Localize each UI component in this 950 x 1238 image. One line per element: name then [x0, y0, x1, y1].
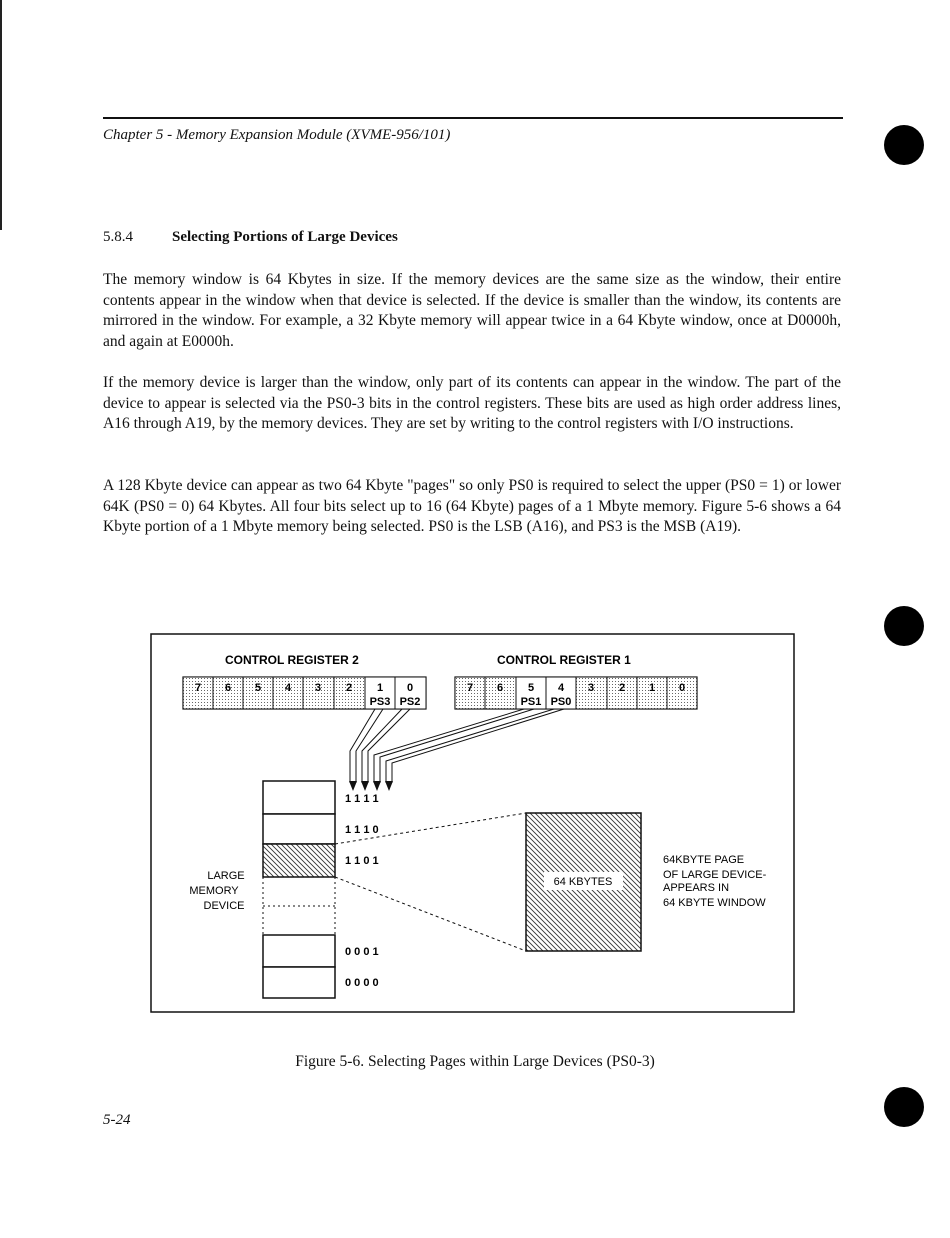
memory-block-page-1111	[263, 781, 335, 814]
page-value-1111: 1 1 1 1	[345, 793, 379, 805]
reg2-bit-7	[183, 677, 213, 709]
memory-block-page-0001	[263, 935, 335, 967]
memory-block-page-1101-selected	[263, 844, 335, 877]
reg1-bit-0-number: 0	[678, 682, 686, 694]
reg1-bit-6-number: 6	[496, 682, 504, 694]
ps-connector-lines	[350, 709, 564, 783]
register-1	[455, 677, 697, 709]
reg2-bit-1-number: 1	[376, 682, 384, 694]
reg2-bit-2	[334, 677, 365, 709]
figure-diagram	[150, 633, 795, 1013]
reg1-bit-6	[485, 677, 516, 709]
reg1-ps0-label: PS0	[550, 696, 572, 708]
section-heading	[103, 229, 398, 246]
reg1-ps1-label: PS1	[520, 696, 542, 708]
binder-hole-3	[884, 1087, 924, 1127]
register-1-title: CONTROL REGISTER 1	[497, 653, 631, 667]
reg2-bit-4-number: 4	[284, 682, 292, 694]
reg2-bit-3-number: 3	[314, 682, 322, 694]
page-note-line-1: 64KBYTE PAGE	[663, 854, 745, 866]
binder-hole-1	[884, 125, 924, 165]
register-2-title: CONTROL REGISTER 2	[225, 653, 359, 667]
reg1-bit-0	[667, 677, 697, 709]
paragraph-2: If the memory device is larger than the window, only part of its contents can appear in the window. The part of the device to appear is selected via the PS0-3 bits in the control registers. These bits are used as high order address lines, A16 through A19, by the memory devices. They are set by writing to the control registers with I/O instructions.	[103, 374, 841, 432]
reg1-bit-1	[637, 677, 667, 709]
reg1-bit-5-number: 5	[527, 682, 535, 694]
page-note-line-3: APPEARS IN	[663, 882, 730, 894]
paragraph-3: A 128 Kbyte device can appear as two 64 Kbyte "pages" so only PS0 is required to select the upper (PS0 = 1) or lower 64K (PS0 = 0) 64 Kbytes. All four bits select up to 16 (64 Kbyte) pages of a 1 Mbyte memory. Figure 5-6 shows a 64 Kbyte portion of a 1 Mbyte memory being selected. PS0 is the LSB (A16), and PS3 is the MSB (A19).	[103, 477, 841, 535]
paragraph-1: The memory window is 64 Kbytes in size. If the memory devices are the same size as the window, their entire contents appear in the window when that device is selected. If the device is smaller than the window, its contents are mirrored in the window. For example, a 32 Kbyte memory will appear twice in a 64 Kbyte window, once at D0000h, and again at E0000h.	[103, 271, 841, 350]
device-label-line-1: LARGE	[207, 870, 245, 882]
reg2-ps3-label: PS3	[369, 696, 391, 708]
page-number: 5-24	[103, 1112, 131, 1128]
reg2-bit-6-number: 6	[224, 682, 232, 694]
reg1-bit-5	[516, 677, 546, 709]
figure-caption: Figure 5-6. Selecting Pages within Large Devices (PS0-3)	[295, 1053, 655, 1070]
header-rule	[103, 117, 843, 119]
device-label-line-3: DEVICE	[203, 900, 245, 912]
section-number: 5.8.4	[103, 229, 133, 245]
ps-arrowheads	[349, 781, 393, 791]
reg1-bit-3	[576, 677, 607, 709]
reg2-bit-0-number: 0	[406, 682, 414, 694]
reg2-bit-0	[395, 677, 426, 709]
chapter-header: Chapter 5 - Memory Expansion Module (XVME-956/101)	[103, 127, 451, 143]
reg2-bit-2-number: 2	[345, 682, 353, 694]
binder-hole-2	[884, 606, 924, 646]
memory-block-page-0000	[263, 967, 335, 998]
page-value-0001: 0 0 0 1	[345, 946, 379, 958]
reg2-bit-7-number: 7	[194, 682, 202, 694]
page-value-1101: 1 1 0 1	[345, 855, 379, 867]
page-value-1110: 1 1 1 0	[345, 824, 379, 836]
reg2-bit-3	[303, 677, 334, 709]
section-title: Selecting Portions of Large Devices	[172, 229, 398, 245]
memory-block-page-1110	[263, 814, 335, 844]
figure-5-6	[150, 633, 795, 1013]
reg2-bit-5-number: 5	[254, 682, 262, 694]
register-2	[183, 677, 426, 709]
window-label: 64 KBYTES	[553, 876, 613, 888]
page-note-line-2: OF LARGE DEVICE-	[663, 869, 767, 881]
reg1-bit-7-number: 7	[466, 682, 474, 694]
reg1-bit-2	[607, 677, 637, 709]
reg1-bit-1-number: 1	[648, 682, 656, 694]
reg1-bit-2-number: 2	[618, 682, 626, 694]
reg2-bit-6	[213, 677, 243, 709]
reg1-bit-3-number: 3	[587, 682, 595, 694]
device-label-line-2: MEMORY	[189, 885, 239, 897]
page-value-0000: 0 0 0 0	[345, 977, 379, 989]
page-edge-line	[0, 0, 2, 230]
reg2-bit-4	[273, 677, 303, 709]
page-note-line-4: 64 KBYTE WINDOW	[663, 897, 766, 909]
reg2-ps2-label: PS2	[399, 696, 421, 708]
memory-device-stack	[263, 781, 335, 998]
reg2-bit-1	[365, 677, 395, 709]
reg1-bit-7	[455, 677, 485, 709]
reg1-bit-4-number: 4	[557, 682, 565, 694]
projection-line-bottom	[335, 877, 526, 951]
reg1-bit-4	[546, 677, 576, 709]
reg2-bit-5	[243, 677, 273, 709]
window-64kbytes	[526, 813, 641, 951]
